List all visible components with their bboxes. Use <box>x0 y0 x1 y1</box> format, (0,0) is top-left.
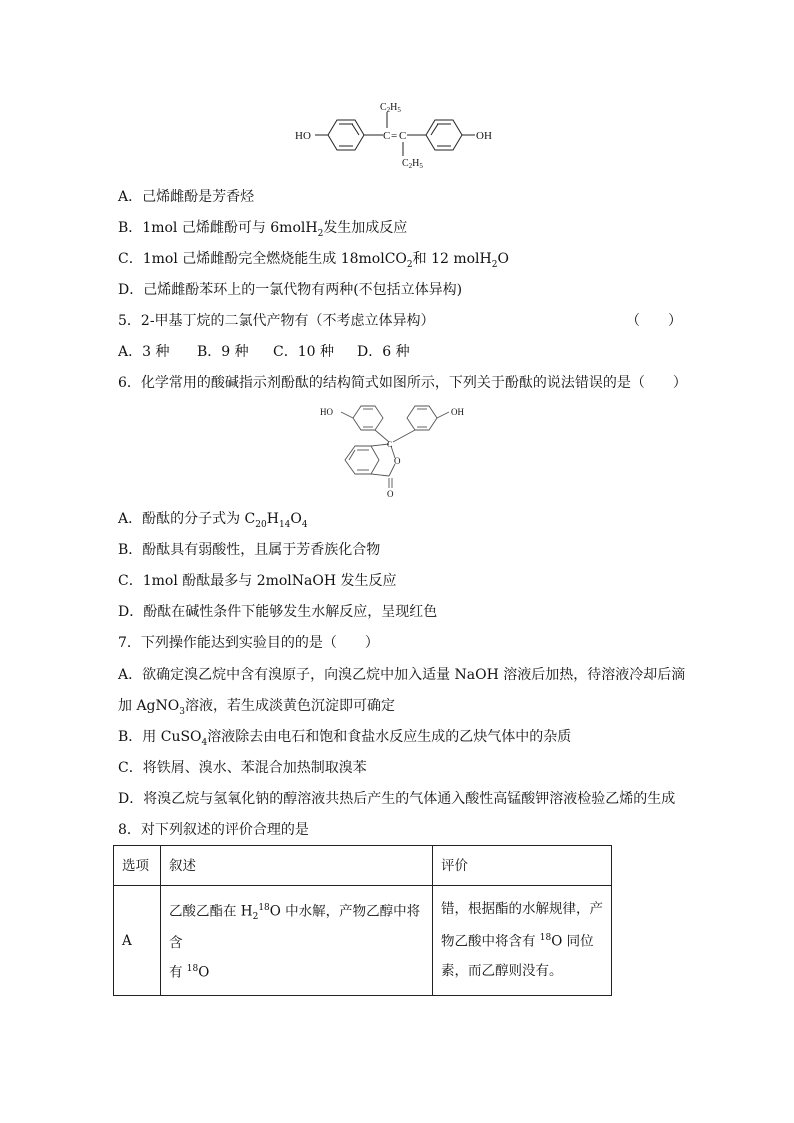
q7-stem: 7．下列操作能达到实验目的的是（ ） <box>118 635 379 651</box>
q6-option-c: C．1mol 酚酞最多与 2molNaOH 发生反应 <box>118 573 397 589</box>
table-row <box>114 886 612 996</box>
mol1-double-bond: = <box>391 130 398 142</box>
q5-option-a: A．3 种 <box>118 344 170 360</box>
q5-stem: 5．2-甲基丁烷的二氯代产物有（不考虑立体异构） <box>118 313 435 329</box>
mol2-center-c: C <box>387 440 393 449</box>
q7-option-d: D．将溴乙烷与氢氧化钠的醇溶液共热后产生的气体通入酸性高锰酸钾溶液检验乙烯的生成 <box>118 791 676 807</box>
q7-option-c: C．将铁屑、溴水、苯混合加热制取溴苯 <box>118 760 367 776</box>
mol1-oh-label: OH <box>476 130 492 142</box>
q6-option-a: A．酚酞的分子式为 $C_{20}H_{14}O_4$ <box>118 511 308 530</box>
q6-option-d: D．酚酞在碱性条件下能够发生水解反应，呈现红色 <box>118 604 438 620</box>
diethylstilbestrol-structure <box>290 100 510 175</box>
row-evaluation: 错，根据酯的水解规律，产 物乙酸中将含有 $^{18}$O 同位 素，而乙醇则没有。 <box>433 886 612 996</box>
row-description: 乙酸乙酯在 $H_2^{18}O$ 中水解，产物乙醇中将含 有 $^{18}$O <box>161 886 433 996</box>
table-header-row <box>114 846 612 886</box>
mol1-ho-label: HO <box>295 130 311 142</box>
mol1-ethyl-top: $C_2H_5$ <box>380 102 401 114</box>
phenolphthalein-structure <box>315 400 485 502</box>
q5-option-d: D．6 种 <box>357 344 410 360</box>
q7-option-b: B．用 CuSO$_4$溶液除去由电石和饱和食盐水反应生成的乙炔气体中的杂质 <box>118 729 572 748</box>
q7-option-a-line1: A．欲确定溴乙烷中含有溴原子，向溴乙烷中加入适量 NaOH 溶液后加热，待溶液冷却后滴 <box>118 667 686 683</box>
header-description: 叙述 <box>161 846 433 886</box>
q4-option-b: B．1mol 己烯雌酚可与 6molH$_2$发生加成反应 <box>118 220 408 239</box>
mol1-c-right: C <box>399 130 407 142</box>
q5-option-c: C．10 种 <box>273 344 334 360</box>
q6-option-b: B．酚酞具有弱酸性，且属于芳香族化合物 <box>118 542 381 558</box>
q4-option-a: A．己烯雌酚是芳香烃 <box>118 189 255 205</box>
q5-options <box>118 343 410 361</box>
q7-option-a-line2: 加 AgNO$_3$溶液，若生成淡黄色沉淀即可确定 <box>118 698 395 717</box>
q4-option-d: D．己烯雌酚苯环上的一氯代物有两种(不包括立体异构) <box>118 282 463 298</box>
q8-stem: 8．对下列叙述的评价合理的是 <box>118 822 309 838</box>
q6-stem: 6．化学常用的酸碱指示剂酚酞的结构简式如图所示，下列关于酚酞的说法错误的是（ ） <box>118 375 687 391</box>
q8-evaluation-table <box>113 845 612 996</box>
q5-option-b: B．9 种 <box>197 344 249 360</box>
mol2-carbonyl-oxygen: O <box>387 489 394 499</box>
q4-option-c: C．1mol 己烯雌酚完全燃烧能生成 18molCO$_2$和 12 molH$_2$O <box>118 251 509 270</box>
row-option: A <box>114 886 161 996</box>
mol2-oh-label: OH <box>451 407 464 417</box>
mol2-ring-oxygen: O <box>394 456 401 466</box>
mol1-ethyl-bottom: $C_2H_5$ <box>402 158 423 170</box>
mol1-c-left: C <box>383 130 391 142</box>
header-option: 选项 <box>114 846 161 886</box>
mol2-ho-label: HO <box>320 407 333 417</box>
header-evaluation: 评价 <box>433 846 612 886</box>
q5-answer-bracket: （ ） <box>626 313 682 329</box>
